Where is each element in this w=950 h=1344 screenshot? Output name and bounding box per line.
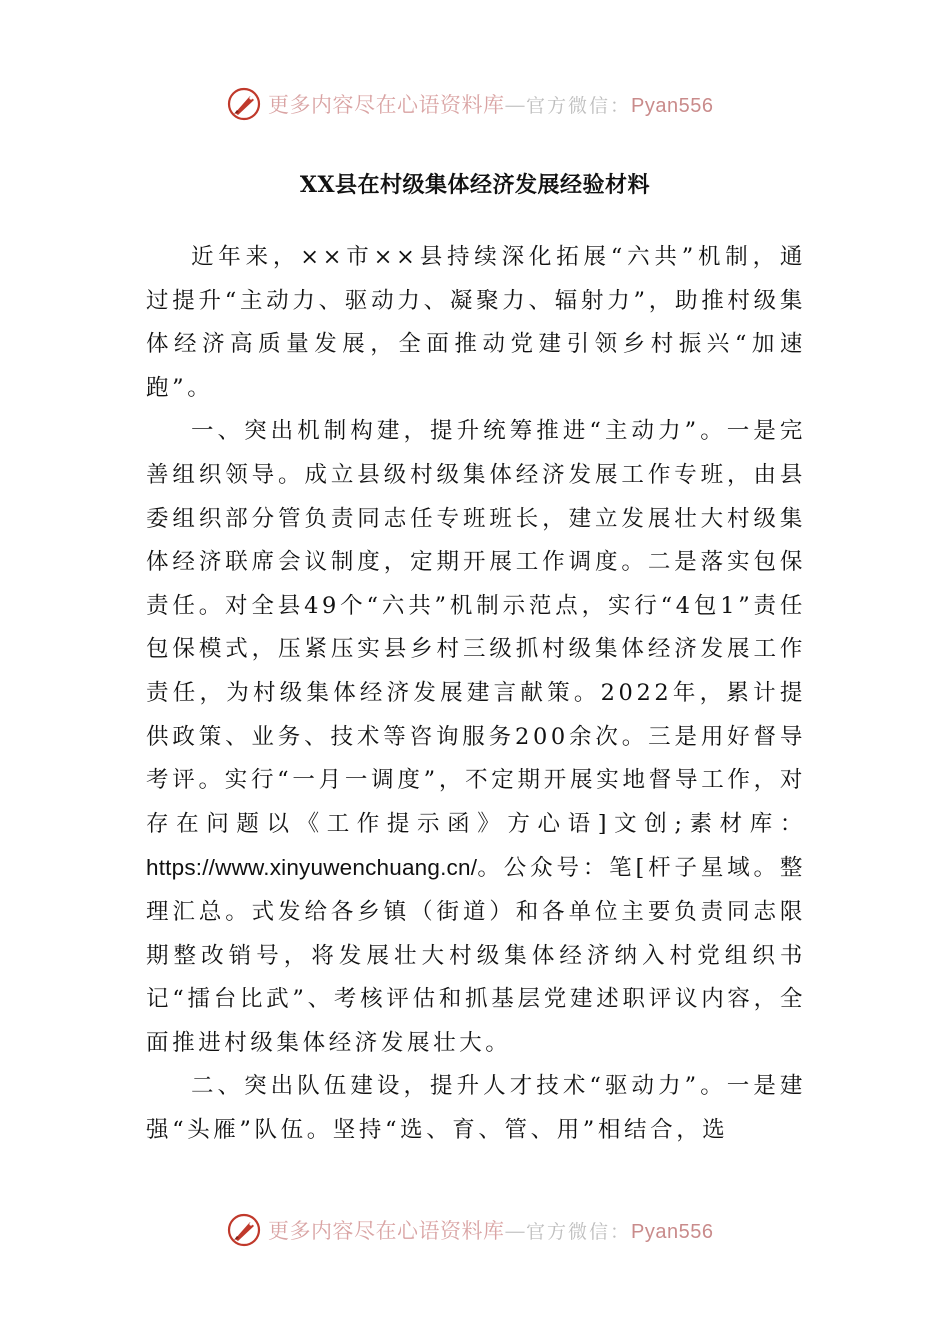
watermark-handle: Pyan556	[631, 95, 714, 117]
watermark-site: 更多内容尽在心语资料库	[268, 1219, 505, 1243]
watermark-site: 更多内容尽在心语资料库	[268, 93, 505, 117]
watermark-handle: Pyan556	[631, 1221, 714, 1243]
pen-nib-logo-icon	[226, 86, 262, 122]
watermark-separator: —	[504, 1219, 526, 1243]
watermark-separator: —	[504, 93, 526, 117]
header-watermark	[226, 82, 746, 126]
document-title: XX县在村级集体经济发展经验材料	[299, 172, 651, 198]
paragraph-section-one	[146, 410, 806, 1065]
paragraph-intro: 近年来，××市××县持续深化拓展“六共”机制，通过提升“主动力、驱动力、凝聚力、辐射力”，助推村级集体经济高质量发展，全面推动党建引领乡村振兴“加速跑”。	[146, 244, 806, 401]
paragraph-section-two: 二、突出队伍建设，提升人才技术“驱动力”。一是建强“头雁”队伍。坚持“选、育、管、用”相结合，选	[146, 1073, 806, 1143]
pen-nib-logo-icon	[226, 1212, 262, 1248]
watermark-label: 官方微信：	[526, 1221, 632, 1243]
footer-watermark	[226, 1208, 746, 1252]
watermark-label: 官方微信：	[526, 95, 632, 117]
source-url-link[interactable]: https://www.xinyuwenchuang.cn/	[146, 855, 478, 881]
document-body	[146, 236, 806, 1152]
section-one-text-cont: 。公众号：笔[杆子星域。整理汇总。式发给各乡镇（街道）和各单位主要负责同志限期整改销号，将发展壮大村级集体经济纳入村党组织书记“擂台比武”、考核评估和抓基层党建述职评议内容，全面推进村级集体经济发展壮大。	[146, 855, 806, 1056]
section-one-text: 一、突出机制构建，提升统筹推进“主动力”。一是完善组织领导。成立县级村级集体经济发展工作专班，由县委组织部分管负责同志任专班班长，建立发展壮大村级集体经济联席会议制度，定期开展工作调度。二是落实包保责任。对全县49个“六共”机制示范点，实行“4包1”责任包保模式，压紧压实县乡村三级抓村级集体经济发展工作责任，为村级集体经济发展建言献策。2022年，累计提供政策、业务、技术等咨询服务200余次。三是用好督导考评。实行“一月一调度”，不定期开展实地督导工作，对存在问题以《工作提示函》方心语]文创;素材库：	[146, 418, 806, 837]
